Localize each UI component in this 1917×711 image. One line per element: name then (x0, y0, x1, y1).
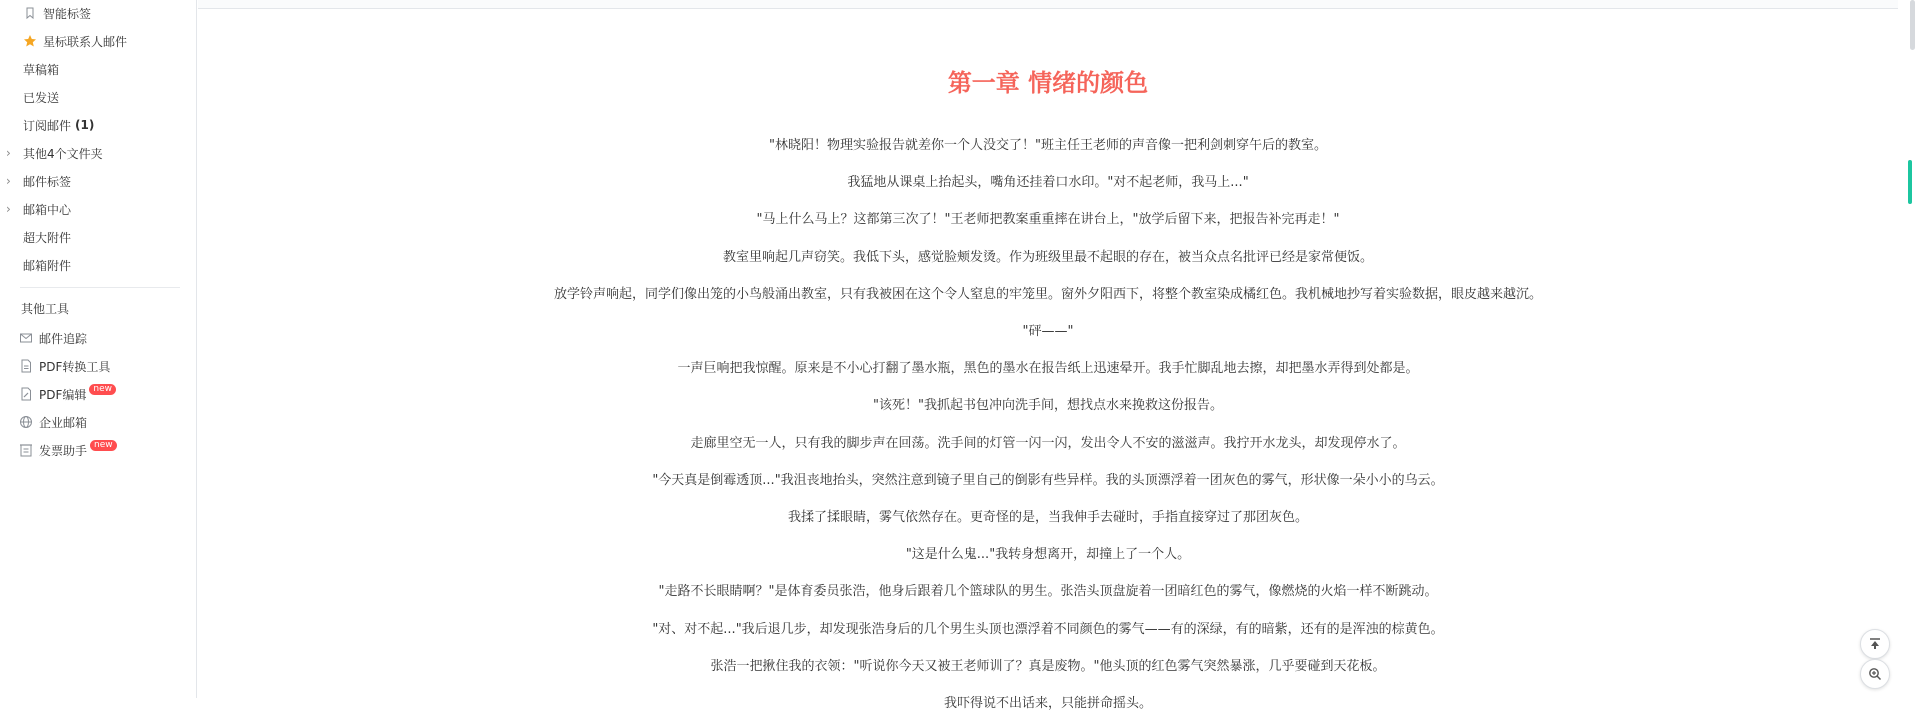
sidebar-item-label: 智能标签 (43, 6, 92, 21)
tool-item-5[interactable] (0, 437, 196, 463)
article-paragraph: 张浩一把揪住我的衣领："听说你今天又被王老师训了？真是废物。"他头顶的红色雾气突然暴涨，几乎要碰到天花板。 (710, 658, 1386, 674)
tool-item-label: 邮件追踪 (39, 331, 88, 346)
article-paragraph: "砰——" (1022, 324, 1074, 339)
sidebar-item-8[interactable] (0, 196, 196, 222)
article-paragraph: "今天真是倒霉透顶..."我沮丧地抬头，突然注意到镜子里自己的倒影有些异样。我的头顶漂浮着一团灰色的雾气，形状像一朵小小的乌云。 (652, 472, 1444, 488)
tool-item-4[interactable] (0, 409, 196, 435)
sidebar-item-label: 已发送 (23, 90, 60, 105)
sidebar-item-5[interactable] (0, 112, 196, 138)
tool-item-2[interactable] (0, 353, 196, 379)
sidebar-item-label: 邮箱附件 (23, 258, 72, 273)
article-paragraph: 放学铃声响起，同学们像出笼的小鸟般涌出教室，只有我被困在这个令人窒息的牢笼里。窗外夕阳西下，将整个教室染成橘红色。我机械地抄写着实验数据，眼皮越来越沉。 (553, 286, 1542, 302)
sidebar-item-label: 邮件标签 (23, 174, 72, 189)
sidebar-item-7[interactable] (0, 168, 196, 194)
scrollbar-track[interactable] (1908, 0, 1917, 698)
zoom-button[interactable] (1860, 659, 1890, 689)
sidebar-divider (20, 287, 180, 288)
tool-item-label: PDF转换工具 (39, 359, 111, 374)
article-paragraph: 教室里响起几声窃笑。我低下头，感觉脸颊发烫。作为班级里最不起眼的存在，被当众点名批评已经是家常便饭。 (722, 249, 1373, 265)
zoom-icon (1868, 667, 1882, 681)
sidebar-item-label: 邮箱中心 (23, 202, 72, 217)
chapter-title: 第一章 情绪的颜色 (947, 69, 1149, 97)
article-paragraph: "对、对不起..."我后退几步，却发现张浩身后的几个男生头顶也漂浮着不同颜色的雾气——有的深绿，有的暗紫，还有的是浑浊的棕黄色。 (652, 621, 1444, 637)
article-paragraph: 我猛地从课桌上抬起头，嘴角还挂着口水印。"对不起老师，我马上..." (847, 175, 1249, 191)
back-to-top-icon (1868, 637, 1882, 651)
invoice-icon (19, 443, 33, 457)
back-to-top-button[interactable] (1860, 629, 1890, 659)
new-badge: new (90, 440, 117, 451)
pdf-convert-icon (19, 359, 33, 373)
chevron-right-icon[interactable]: › (6, 146, 11, 160)
unread-count: (1) (75, 118, 95, 132)
sidebar-item-2[interactable] (0, 28, 196, 54)
article-paragraph: "走路不长眼睛啊？"是体育委员张浩，他身后跟着几个篮球队的男生。张浩头顶盘旋着一团暗红色的雾气，像燃烧的火焰一样不断跳动。 (658, 584, 1438, 600)
sidebar-item-label: 星标联系人邮件 (43, 34, 128, 49)
article-paragraph: "该死！"我抓起书包冲向洗手间，想找点水来挽救这份报告。 (873, 398, 1223, 414)
sidebar-item-label: 超大附件 (23, 230, 72, 245)
other-tools-title: 其他工具 (21, 302, 70, 316)
chevron-right-icon[interactable]: › (6, 174, 11, 188)
sidebar-item-label: 草稿箱 (23, 62, 60, 77)
tool-item-label: 发票助手 (39, 443, 88, 458)
tool-item-label: PDF编辑 (39, 387, 87, 402)
new-badge: new (89, 384, 116, 395)
pdf-edit-icon (19, 387, 33, 401)
scroll-position-indicator[interactable] (1908, 160, 1912, 204)
sidebar-item-6[interactable] (0, 140, 196, 166)
sidebar-item-4[interactable] (0, 84, 196, 110)
article-paragraph: "马上什么马上？这都第三次了！"王老师把教案重重摔在讲台上，"放学后留下来，把报告补完再走！" (756, 212, 1340, 228)
sidebar-item-label: 其他4个文件夹 (23, 146, 103, 161)
bookmark-icon (23, 6, 37, 20)
sidebar-item-9[interactable] (0, 224, 196, 250)
tool-item-3[interactable] (0, 381, 196, 407)
mail-body (198, 8, 1898, 711)
article-paragraph: 一声巨响把我惊醒。原来是不小心打翻了墨水瓶，黑色的墨水在报告纸上迅速晕开。我手忙脚乱地去擦，却把墨水弄得到处都是。 (677, 361, 1419, 377)
sidebar-item-10[interactable] (0, 252, 196, 278)
article-paragraph: 走廊里空无一人，只有我的脚步声在回荡。洗手间的灯管一闪一闪，发出令人不安的滋滋声。我拧开水龙头，却发现停水了。 (690, 435, 1406, 451)
chevron-right-icon[interactable]: › (6, 202, 11, 216)
sidebar-item-1[interactable] (0, 0, 196, 26)
scrollbar-thumb[interactable] (1910, 0, 1915, 50)
article-paragraph: 我吓得说不出话来，只能拼命摇头。 (943, 696, 1152, 711)
tool-item-label: 企业邮箱 (39, 415, 88, 430)
globe-icon (19, 415, 33, 429)
sidebar (0, 0, 197, 698)
article-paragraph: "林晓阳！物理实验报告就差你一个人没交了！"班主任王老师的声音像一把利剑刺穿午后的教室。 (769, 138, 1327, 153)
sidebar-item-3[interactable] (0, 56, 196, 82)
star-icon (23, 34, 37, 48)
mail-track-icon (19, 331, 33, 345)
sidebar-item-label: 订阅邮件 (23, 118, 72, 133)
article-paragraph: 我揉了揉眼睛，雾气依然存在。更奇怪的是，当我伸手去碰时，手指直接穿过了那团灰色。 (787, 510, 1308, 525)
tool-item-1[interactable] (0, 325, 196, 351)
article-paragraph: "这是什么鬼..."我转身想离开，却撞上了一个人。 (905, 547, 1191, 563)
